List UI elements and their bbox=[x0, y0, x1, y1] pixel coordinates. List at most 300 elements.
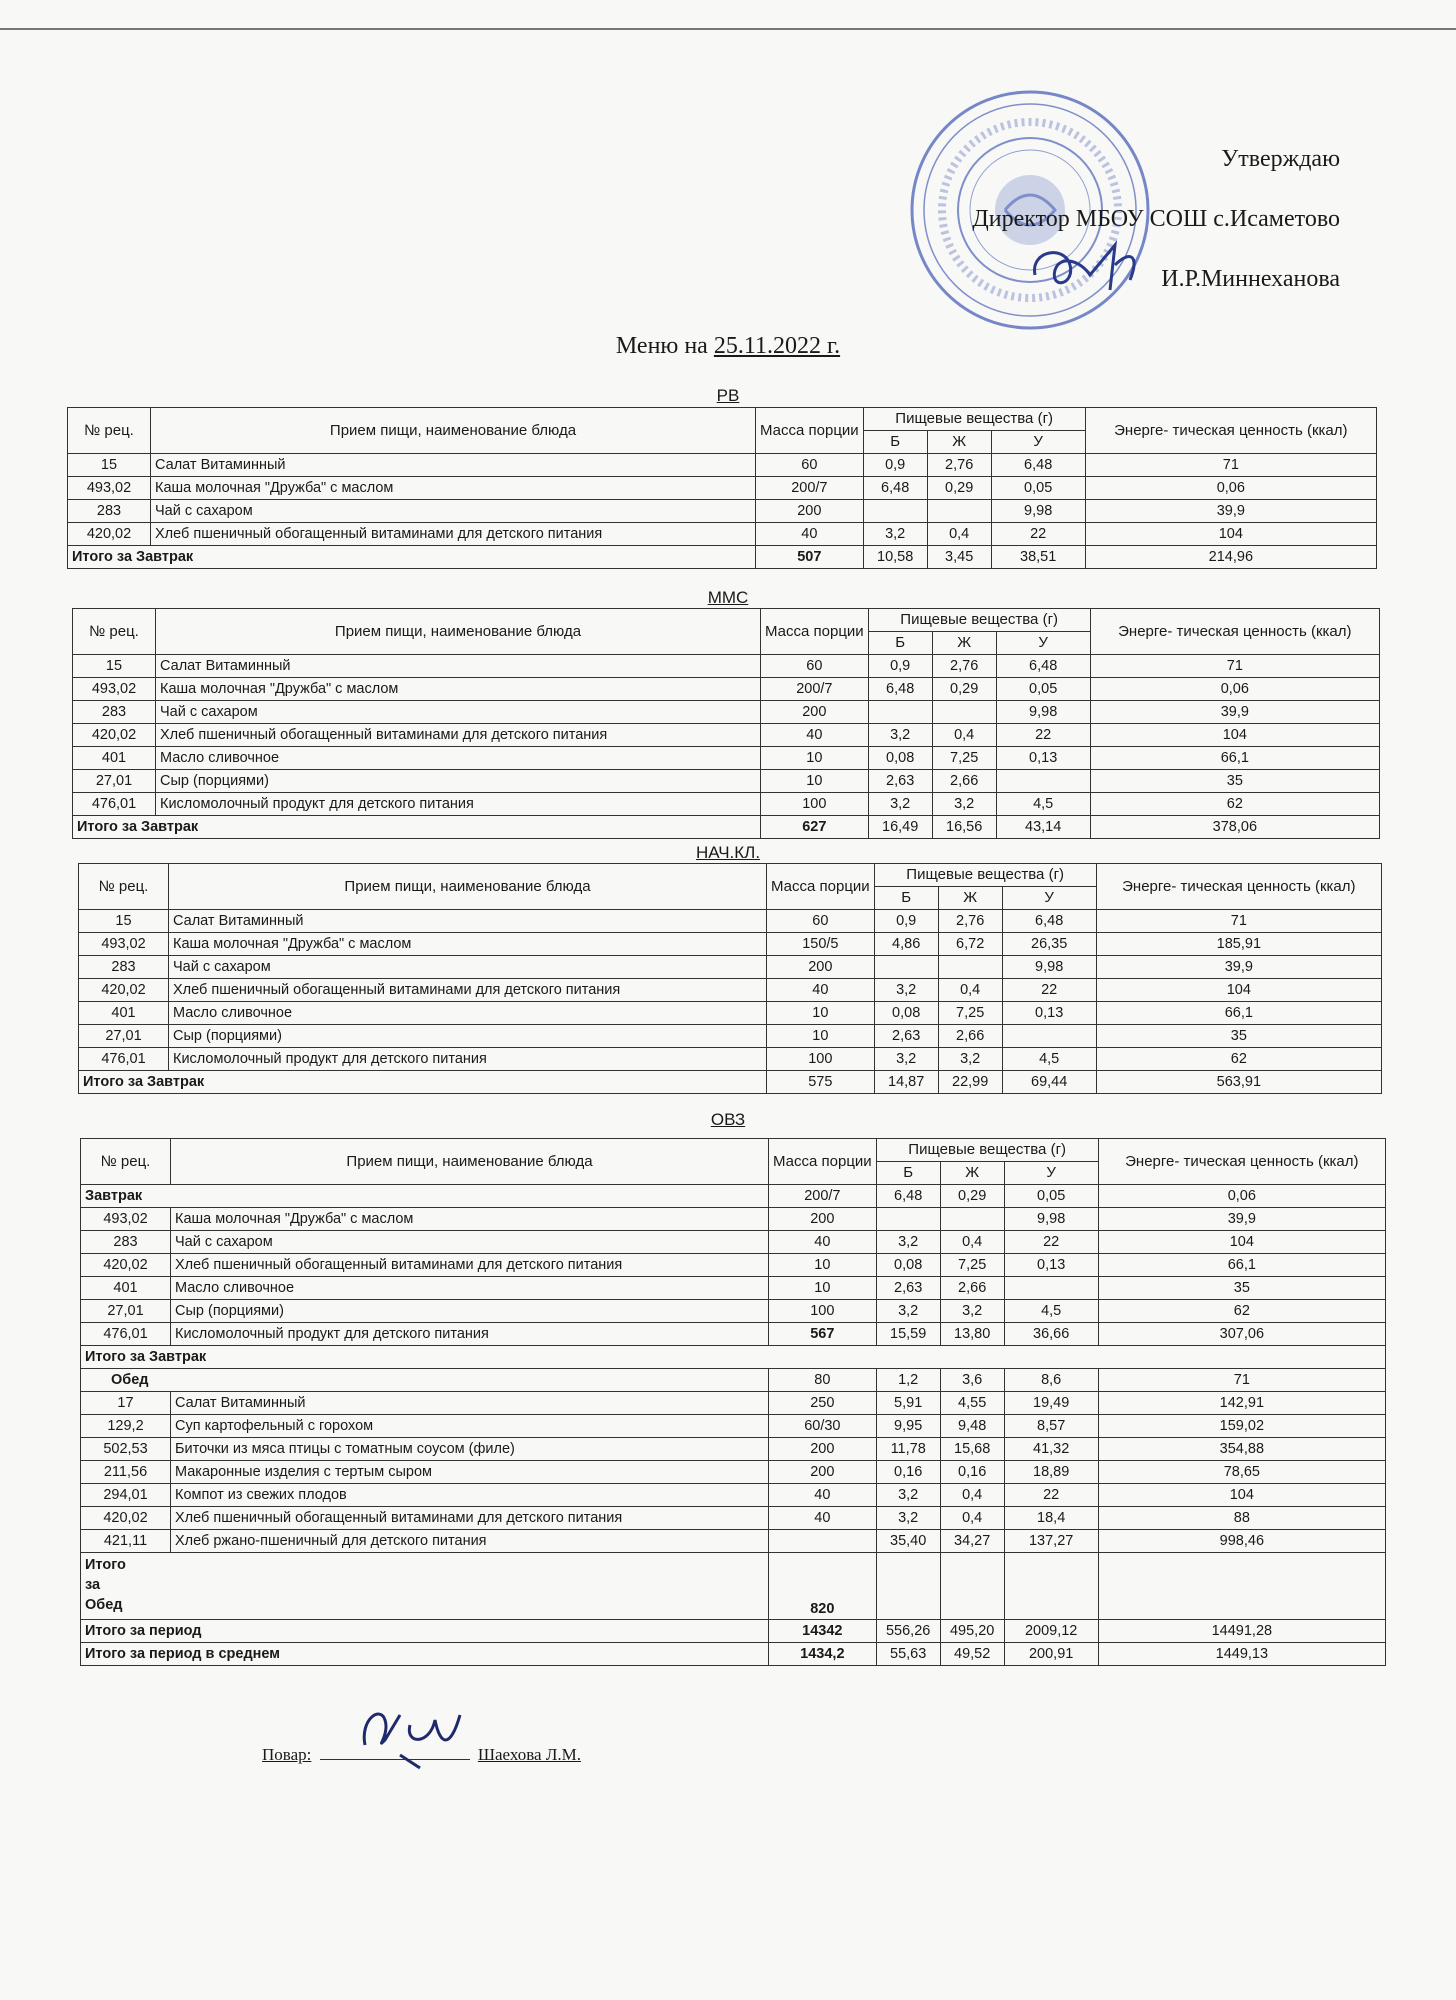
table-row bbox=[79, 1025, 1382, 1048]
header-nutrients: Пищевые вещества (г) bbox=[863, 408, 1085, 431]
page-top-border bbox=[0, 28, 1456, 30]
cell-u: 0,05 bbox=[991, 477, 1085, 500]
cell-b: 6,48 bbox=[868, 678, 932, 701]
section-label-nachkl: НАЧ.КЛ. bbox=[695, 843, 761, 862]
cell-b: 4,86 bbox=[874, 933, 938, 956]
cell-b bbox=[863, 500, 927, 523]
approval-line-2: Директор МБОУ СОШ с.Исаметово bbox=[972, 206, 1340, 232]
cell-zh: 2,76 bbox=[932, 655, 996, 678]
cell-energy: 62 bbox=[1090, 793, 1379, 816]
table-row bbox=[81, 1277, 1386, 1300]
cell-num: 283 bbox=[79, 956, 169, 979]
cell-mass: 10 bbox=[761, 770, 869, 793]
table-row bbox=[81, 1530, 1386, 1553]
cell-b: 6,48 bbox=[876, 1185, 940, 1208]
cell-b: 0,16 bbox=[876, 1461, 940, 1484]
cell-energy: 307,06 bbox=[1098, 1323, 1385, 1346]
cell-u: 36,66 bbox=[1004, 1323, 1098, 1346]
cell-u: 4,5 bbox=[996, 793, 1090, 816]
cell-name: Хлеб пшеничный обогащенный витаминами для детского питания bbox=[171, 1507, 769, 1530]
cell-num: 421,11 bbox=[81, 1530, 171, 1553]
table-row bbox=[81, 1231, 1386, 1254]
total-zh: 22,99 bbox=[938, 1071, 1002, 1094]
header-name: Прием пищи, наименование блюда bbox=[169, 864, 767, 910]
cell-name: Салат Витаминный bbox=[151, 454, 756, 477]
header-nutrients: Пищевые вещества (г) bbox=[874, 864, 1096, 887]
header-mass: Масса порции bbox=[756, 408, 864, 454]
header-b: Б bbox=[876, 1162, 940, 1185]
cell-zh: 3,2 bbox=[932, 793, 996, 816]
cell-u: 0,13 bbox=[996, 747, 1090, 770]
cell-name: Суп картофельный с горохом bbox=[171, 1415, 769, 1438]
menu-table-rv bbox=[67, 407, 1377, 569]
cell-u: 6,48 bbox=[996, 655, 1090, 678]
table-row bbox=[81, 1507, 1386, 1530]
lunch-label: Обед bbox=[81, 1369, 769, 1392]
cell-energy: 354,88 bbox=[1098, 1438, 1385, 1461]
cell-b: 0,08 bbox=[876, 1254, 940, 1277]
total-lunch-label bbox=[81, 1553, 769, 1620]
cell-energy: 39,9 bbox=[1085, 500, 1376, 523]
cell-b: 3,2 bbox=[876, 1231, 940, 1254]
cell-u: 22 bbox=[1002, 979, 1096, 1002]
table-row bbox=[81, 1392, 1386, 1415]
table-row bbox=[81, 1415, 1386, 1438]
total-zh: 3,45 bbox=[927, 546, 991, 569]
period-avg-b: 55,63 bbox=[876, 1643, 940, 1666]
cell-energy: 35 bbox=[1096, 1025, 1381, 1048]
cell-num: 27,01 bbox=[81, 1300, 171, 1323]
cell-energy: 62 bbox=[1096, 1048, 1381, 1071]
header-mass: Масса порции bbox=[767, 864, 875, 910]
cell-u: 19,49 bbox=[1004, 1392, 1098, 1415]
menu-table-nachkl bbox=[78, 863, 1382, 1094]
header-mass: Масса порции bbox=[769, 1139, 877, 1185]
cell-mass: 60 bbox=[767, 910, 875, 933]
total-mass: 627 bbox=[761, 816, 869, 839]
total-breakfast-label: Итого за Завтрак bbox=[81, 1346, 1386, 1369]
cell-num: 15 bbox=[79, 910, 169, 933]
total-u: 69,44 bbox=[1002, 1071, 1096, 1094]
total-label: Итого за Завтрак bbox=[79, 1071, 767, 1094]
cell-zh: 3,6 bbox=[940, 1369, 1004, 1392]
cell-zh: 0,29 bbox=[927, 477, 991, 500]
header-u: У bbox=[991, 431, 1085, 454]
cell-name: Каша молочная "Дружба" с маслом bbox=[151, 477, 756, 500]
cell-zh: 0,16 bbox=[940, 1461, 1004, 1484]
cell-energy: 88 bbox=[1098, 1507, 1385, 1530]
cell-energy: 39,9 bbox=[1096, 956, 1381, 979]
total-u: 38,51 bbox=[991, 546, 1085, 569]
cell-u: 0,05 bbox=[996, 678, 1090, 701]
cell-mass: 10 bbox=[769, 1277, 877, 1300]
cell-name: Сыр (порциями) bbox=[171, 1300, 769, 1323]
cell-zh bbox=[932, 701, 996, 724]
table-row bbox=[81, 1254, 1386, 1277]
cell-energy: 71 bbox=[1096, 910, 1381, 933]
cell-b: 3,2 bbox=[876, 1484, 940, 1507]
table-row bbox=[81, 1208, 1386, 1231]
table-row bbox=[79, 956, 1382, 979]
cell-zh: 0,4 bbox=[940, 1484, 1004, 1507]
cell-mass: 200 bbox=[767, 956, 875, 979]
cell-u: 22 bbox=[996, 724, 1090, 747]
total-energy: 378,06 bbox=[1090, 816, 1379, 839]
cell-zh bbox=[938, 956, 1002, 979]
cell-mass: 200/7 bbox=[756, 477, 864, 500]
total-lunch-zh bbox=[940, 1553, 1004, 1620]
cell-zh bbox=[940, 1208, 1004, 1231]
total-b: 10,58 bbox=[863, 546, 927, 569]
header-b: Б bbox=[874, 887, 938, 910]
header-name: Прием пищи, наименование блюда bbox=[156, 609, 761, 655]
cell-mass: 40 bbox=[756, 523, 864, 546]
total-lunch-label-2: за bbox=[85, 1577, 101, 1593]
cell-zh: 0,4 bbox=[938, 979, 1002, 1002]
cell-u: 8,57 bbox=[1004, 1415, 1098, 1438]
cell-u: 9,98 bbox=[1002, 956, 1096, 979]
cell-u bbox=[996, 770, 1090, 793]
cell-mass: 10 bbox=[761, 747, 869, 770]
table-row bbox=[81, 1461, 1386, 1484]
cell-name: Масло сливочное bbox=[169, 1002, 767, 1025]
cell-u: 26,35 bbox=[1002, 933, 1096, 956]
header-u: У bbox=[1004, 1162, 1098, 1185]
cell-name: Каша молочная "Дружба" с маслом bbox=[171, 1208, 769, 1231]
cell-name: Макаронные изделия с тертым сыром bbox=[171, 1461, 769, 1484]
period-avg-zh: 49,52 bbox=[940, 1643, 1004, 1666]
cell-energy: 71 bbox=[1085, 454, 1376, 477]
header-name: Прием пищи, наименование блюда bbox=[151, 408, 756, 454]
table-row bbox=[68, 454, 1377, 477]
cell-energy: 66,1 bbox=[1098, 1254, 1385, 1277]
period-b: 556,26 bbox=[876, 1620, 940, 1643]
cell-num: 420,02 bbox=[68, 523, 151, 546]
cell-mass: 200 bbox=[761, 701, 869, 724]
cell-b: 3,2 bbox=[876, 1507, 940, 1530]
total-lunch-energy bbox=[1098, 1553, 1385, 1620]
cell-energy: 35 bbox=[1090, 770, 1379, 793]
cell-zh: 2,66 bbox=[940, 1277, 1004, 1300]
breakfast-label: Завтрак bbox=[81, 1185, 769, 1208]
cell-mass: 40 bbox=[767, 979, 875, 1002]
cell-name: Чай с сахаром bbox=[169, 956, 767, 979]
period-u: 2009,12 bbox=[1004, 1620, 1098, 1643]
cell-zh: 6,72 bbox=[938, 933, 1002, 956]
menu-table-mms bbox=[72, 608, 1380, 839]
cell-u bbox=[1002, 1025, 1096, 1048]
cell-energy: 71 bbox=[1098, 1369, 1385, 1392]
cell-energy: 66,1 bbox=[1096, 1002, 1381, 1025]
menu-title bbox=[0, 333, 1456, 360]
cell-name: Биточки из мяса птицы с томатным соусом (филе) bbox=[171, 1438, 769, 1461]
header-energy: Энерге- тическая ценность (ккал) bbox=[1096, 864, 1381, 910]
cell-mass bbox=[769, 1530, 877, 1553]
cell-mass: 10 bbox=[769, 1254, 877, 1277]
total-label: Итого за Завтрак bbox=[68, 546, 756, 569]
cell-name: Хлеб пшеничный обогащенный витаминами для детского питания bbox=[151, 523, 756, 546]
cell-mass: 200 bbox=[769, 1208, 877, 1231]
cell-name: Чай с сахаром bbox=[151, 500, 756, 523]
period-avg-row bbox=[81, 1643, 1386, 1666]
cell-num: 493,02 bbox=[81, 1208, 171, 1231]
header-nutrients: Пищевые вещества (г) bbox=[868, 609, 1090, 632]
cell-mass: 10 bbox=[767, 1002, 875, 1025]
table-row bbox=[73, 678, 1380, 701]
header-num: № рец. bbox=[73, 609, 156, 655]
breakfast-header-row bbox=[81, 1185, 1386, 1208]
section-label-ovz: ОВЗ bbox=[710, 1110, 746, 1129]
cell-num: 211,56 bbox=[81, 1461, 171, 1484]
cell-name: Компот из свежих плодов bbox=[171, 1484, 769, 1507]
cell-b: 35,40 bbox=[876, 1530, 940, 1553]
cell-zh: 13,80 bbox=[940, 1323, 1004, 1346]
cell-energy: 0,06 bbox=[1098, 1185, 1385, 1208]
cell-name: Каша молочная "Дружба" с маслом bbox=[156, 678, 761, 701]
cell-b: 1,2 bbox=[876, 1369, 940, 1392]
cook-role: Повар: bbox=[262, 1745, 312, 1764]
cell-name: Салат Витаминный bbox=[169, 910, 767, 933]
period-avg-u: 200,91 bbox=[1004, 1643, 1098, 1666]
cell-b: 3,2 bbox=[874, 979, 938, 1002]
cell-mass: 200/7 bbox=[769, 1185, 877, 1208]
total-row bbox=[68, 546, 1377, 569]
cell-num: 401 bbox=[73, 747, 156, 770]
cell-energy: 35 bbox=[1098, 1277, 1385, 1300]
table-row bbox=[73, 747, 1380, 770]
header-zh: Ж bbox=[938, 887, 1002, 910]
cell-u bbox=[1004, 1277, 1098, 1300]
period-energy: 14491,28 bbox=[1098, 1620, 1385, 1643]
period-mass: 14342 bbox=[769, 1620, 877, 1643]
cell-mass: 100 bbox=[769, 1300, 877, 1323]
header-num: № рец. bbox=[81, 1139, 171, 1185]
period-avg-energy: 1449,13 bbox=[1098, 1643, 1385, 1666]
cell-b: 15,59 bbox=[876, 1323, 940, 1346]
cell-zh: 7,25 bbox=[940, 1254, 1004, 1277]
section-label-rv: РВ bbox=[716, 386, 740, 405]
cell-zh: 0,29 bbox=[932, 678, 996, 701]
total-lunch-b bbox=[876, 1553, 940, 1620]
header-b: Б bbox=[863, 431, 927, 454]
cell-name: Сыр (порциями) bbox=[169, 1025, 767, 1048]
cell-name: Кисломолочный продукт для детского питания bbox=[169, 1048, 767, 1071]
cell-mass: 80 bbox=[769, 1369, 877, 1392]
total-breakfast-row bbox=[81, 1346, 1386, 1369]
cell-b bbox=[868, 701, 932, 724]
cell-energy: 71 bbox=[1090, 655, 1379, 678]
header-name: Прием пищи, наименование блюда bbox=[171, 1139, 769, 1185]
cell-name: Сыр (порциями) bbox=[156, 770, 761, 793]
cell-energy: 39,9 bbox=[1090, 701, 1379, 724]
table-row bbox=[73, 770, 1380, 793]
period-avg-label: Итого за период в среднем bbox=[81, 1643, 769, 1666]
cell-energy: 66,1 bbox=[1090, 747, 1379, 770]
cell-energy: 104 bbox=[1090, 724, 1379, 747]
cell-zh: 3,2 bbox=[938, 1048, 1002, 1071]
cell-num: 294,01 bbox=[81, 1484, 171, 1507]
header-num: № рец. bbox=[79, 864, 169, 910]
cell-u: 0,05 bbox=[1004, 1185, 1098, 1208]
cell-num: 401 bbox=[81, 1277, 171, 1300]
cell-b: 3,2 bbox=[863, 523, 927, 546]
header-nutrients: Пищевые вещества (г) bbox=[876, 1139, 1098, 1162]
lunch-header-row bbox=[81, 1369, 1386, 1392]
table-row bbox=[68, 500, 1377, 523]
cell-num: 15 bbox=[73, 655, 156, 678]
cell-energy: 104 bbox=[1098, 1484, 1385, 1507]
total-lunch-label-1: Итого bbox=[85, 1557, 126, 1573]
cell-zh: 0,4 bbox=[932, 724, 996, 747]
cell-num: 476,01 bbox=[73, 793, 156, 816]
cell-energy: 159,02 bbox=[1098, 1415, 1385, 1438]
cell-b: 6,48 bbox=[863, 477, 927, 500]
cell-zh: 9,48 bbox=[940, 1415, 1004, 1438]
total-b: 14,87 bbox=[874, 1071, 938, 1094]
header-zh: Ж bbox=[940, 1162, 1004, 1185]
cell-num: 283 bbox=[68, 500, 151, 523]
menu-date: 25.11.2022 г. bbox=[713, 333, 841, 359]
cell-mass: 60 bbox=[756, 454, 864, 477]
cell-b: 0,9 bbox=[863, 454, 927, 477]
table-row bbox=[79, 979, 1382, 1002]
cell-name: Чай с сахаром bbox=[156, 701, 761, 724]
cell-u: 18,4 bbox=[1004, 1507, 1098, 1530]
cell-u: 22 bbox=[1004, 1484, 1098, 1507]
cell-b: 0,9 bbox=[868, 655, 932, 678]
cell-energy: 104 bbox=[1096, 979, 1381, 1002]
table-row bbox=[81, 1323, 1386, 1346]
cell-mass: 10 bbox=[767, 1025, 875, 1048]
table-row bbox=[73, 655, 1380, 678]
table-row bbox=[81, 1300, 1386, 1323]
cell-energy: 0,06 bbox=[1085, 477, 1376, 500]
cell-name: Хлеб пшеничный обогащенный витаминами для детского питания bbox=[156, 724, 761, 747]
cell-zh: 34,27 bbox=[940, 1530, 1004, 1553]
cell-zh: 0,4 bbox=[940, 1231, 1004, 1254]
header-zh: Ж bbox=[927, 431, 991, 454]
cell-b: 3,2 bbox=[868, 793, 932, 816]
cell-mass: 40 bbox=[761, 724, 869, 747]
total-u: 43,14 bbox=[996, 816, 1090, 839]
header-energy: Энерге- тическая ценность (ккал) bbox=[1085, 408, 1376, 454]
cell-mass: 200 bbox=[756, 500, 864, 523]
total-lunch-row bbox=[81, 1553, 1386, 1620]
cell-zh: 2,66 bbox=[938, 1025, 1002, 1048]
cell-num: 27,01 bbox=[73, 770, 156, 793]
cell-zh: 0,4 bbox=[927, 523, 991, 546]
cell-zh: 7,25 bbox=[932, 747, 996, 770]
cell-u: 9,98 bbox=[1004, 1208, 1098, 1231]
cell-mass: 200/7 bbox=[761, 678, 869, 701]
cell-energy: 104 bbox=[1085, 523, 1376, 546]
cell-b bbox=[874, 956, 938, 979]
period-avg-mass: 1434,2 bbox=[769, 1643, 877, 1666]
cell-num: 493,02 bbox=[79, 933, 169, 956]
cell-zh: 2,76 bbox=[938, 910, 1002, 933]
cell-zh: 15,68 bbox=[940, 1438, 1004, 1461]
cell-mass: 40 bbox=[769, 1484, 877, 1507]
cell-mass: 100 bbox=[767, 1048, 875, 1071]
period-zh: 495,20 bbox=[940, 1620, 1004, 1643]
cell-energy: 998,46 bbox=[1098, 1530, 1385, 1553]
cell-b: 11,78 bbox=[876, 1438, 940, 1461]
cell-u: 6,48 bbox=[991, 454, 1085, 477]
cell-mass: 40 bbox=[769, 1231, 877, 1254]
cell-b: 3,2 bbox=[876, 1300, 940, 1323]
cell-energy: 142,91 bbox=[1098, 1392, 1385, 1415]
cell-zh bbox=[927, 500, 991, 523]
header-u: У bbox=[996, 632, 1090, 655]
cell-zh: 2,66 bbox=[932, 770, 996, 793]
cell-mass: 567 bbox=[769, 1323, 877, 1346]
cell-name: Хлеб пшеничный обогащенный витаминами для детского питания bbox=[171, 1254, 769, 1277]
cell-num: 27,01 bbox=[79, 1025, 169, 1048]
cook-signature bbox=[340, 1690, 480, 1770]
menu-title-prefix: Меню на bbox=[615, 333, 714, 359]
cell-zh: 0,29 bbox=[940, 1185, 1004, 1208]
total-lunch-u bbox=[1004, 1553, 1098, 1620]
cell-energy: 185,91 bbox=[1096, 933, 1381, 956]
total-lunch-label-3: Обед bbox=[85, 1597, 123, 1613]
cell-u: 137,27 bbox=[1004, 1530, 1098, 1553]
cell-u: 41,32 bbox=[1004, 1438, 1098, 1461]
section-label-mms: ММС bbox=[707, 588, 749, 607]
director-signature bbox=[1020, 230, 1170, 300]
cell-mass: 150/5 bbox=[767, 933, 875, 956]
total-energy: 563,91 bbox=[1096, 1071, 1381, 1094]
cell-energy: 104 bbox=[1098, 1231, 1385, 1254]
total-b: 16,49 bbox=[868, 816, 932, 839]
table-row bbox=[68, 523, 1377, 546]
cell-num: 420,02 bbox=[81, 1254, 171, 1277]
cell-name: Масло сливочное bbox=[171, 1277, 769, 1300]
total-lunch-mass: 820 bbox=[769, 1553, 877, 1620]
cell-name: Кисломолочный продукт для детского питания bbox=[171, 1323, 769, 1346]
cell-mass: 60 bbox=[761, 655, 869, 678]
cell-zh: 0,4 bbox=[940, 1507, 1004, 1530]
table-row bbox=[81, 1484, 1386, 1507]
cell-num: 401 bbox=[79, 1002, 169, 1025]
cell-num: 420,02 bbox=[73, 724, 156, 747]
cell-name: Чай с сахаром bbox=[171, 1231, 769, 1254]
cell-zh: 7,25 bbox=[938, 1002, 1002, 1025]
table-row bbox=[79, 1048, 1382, 1071]
cell-name: Хлеб ржано-пшеничный для детского питания bbox=[171, 1530, 769, 1553]
cell-u: 8,6 bbox=[1004, 1369, 1098, 1392]
cell-u: 4,5 bbox=[1004, 1300, 1098, 1323]
period-total-row bbox=[81, 1620, 1386, 1643]
cell-b bbox=[876, 1208, 940, 1231]
cell-energy: 78,65 bbox=[1098, 1461, 1385, 1484]
cell-u: 4,5 bbox=[1002, 1048, 1096, 1071]
cell-name: Кисломолочный продукт для детского питания bbox=[156, 793, 761, 816]
total-zh: 16,56 bbox=[932, 816, 996, 839]
cell-mass: 40 bbox=[769, 1507, 877, 1530]
cell-name: Масло сливочное bbox=[156, 747, 761, 770]
total-mass: 575 bbox=[767, 1071, 875, 1094]
cell-energy: 0,06 bbox=[1090, 678, 1379, 701]
cell-u: 0,13 bbox=[1002, 1002, 1096, 1025]
cell-b: 2,63 bbox=[874, 1025, 938, 1048]
cell-mass: 250 bbox=[769, 1392, 877, 1415]
table-row bbox=[79, 910, 1382, 933]
cell-num: 476,01 bbox=[79, 1048, 169, 1071]
table-row bbox=[81, 1438, 1386, 1461]
cell-u: 22 bbox=[991, 523, 1085, 546]
cell-b: 0,9 bbox=[874, 910, 938, 933]
header-b: Б bbox=[868, 632, 932, 655]
